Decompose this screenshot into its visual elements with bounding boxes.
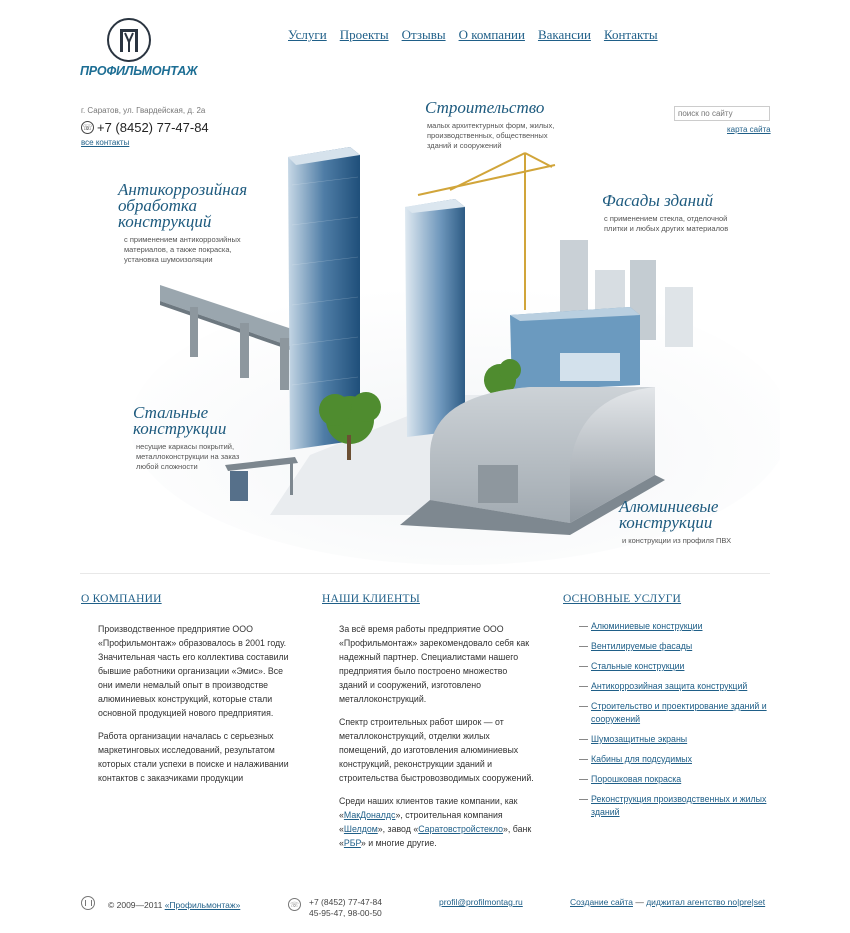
about-title-link[interactable]: О КОМПАНИИ [81,593,162,605]
service-link-aluminum[interactable]: Алюминиевые конструкции [591,621,703,631]
hero-construction[interactable] [425,100,554,151]
logo[interactable] [80,18,198,80]
nav-projects[interactable]: Проекты [339,27,389,42]
hero-construction-title: Строительство [425,98,545,117]
list-item [563,733,773,746]
client-link-saratovstroysteklo[interactable]: Саратовстройстекло [418,824,503,834]
footer-email-link[interactable]: profil@profilmontag.ru [439,897,523,907]
clients-paragraph-3: Среди наших клиентов такие компании, как «МакДоналдс», строительная компания «Шелдом», завод «Саратовстройстекло», банк «РБР» и многие другие. [339,796,532,848]
client-link-sheldom[interactable]: Шелдом [343,824,378,834]
hero-facades-desc: с применением стекла, отделочной плитки и любых других материалов [604,214,729,233]
list-item [563,793,773,819]
hero-anticorrosion[interactable] [118,182,247,265]
hero-construction-desc: малых архитектурных форм, жилых, производственных, общественных зданий и сооружений [427,121,555,150]
services-list [563,620,773,819]
hero-aluminum-title: Алюминиевые конструкции [619,497,719,532]
sitemap-link[interactable]: карта сайта [727,125,771,134]
footer-agency-link[interactable]: диджитал агентство no|pre|set [646,897,766,907]
main-nav [288,27,658,43]
footer-company-link[interactable]: «Профильмонтаж» [164,900,241,910]
all-contacts-link[interactable]: все контакты [81,138,130,147]
about-column [81,593,291,794]
footer-email [439,897,523,908]
service-link-construction[interactable]: Строительство и проектирование зданий и сооружений [591,701,767,724]
list-item [563,640,773,653]
about-paragraph-2: Работа организации началась с серьезных маркетинговых исследований, результатом которых стали успехи в поиске и налаживании контактов с заказчиками продукции [98,731,289,783]
service-link-anticorrosion[interactable]: Антикоррозийная защита конструкций [591,681,748,691]
list-item [563,753,773,766]
hero-facades-title: Фасады зданий [602,191,714,210]
city-illustration [100,95,780,565]
nav-about[interactable]: О компании [458,27,525,42]
footer-phone-icon: ☏ [288,898,301,911]
nav-reviews[interactable]: Отзывы [401,27,446,42]
hero-aluminum[interactable] [619,499,731,546]
footer-phones: +7 (8452) 77-47-84 45-95-47, 98-00-50 [309,897,383,918]
hero-aluminum-desc: и конструкции из профиля ПВХ [622,536,732,545]
service-link-powder-coating[interactable]: Порошковая покраска [591,774,682,784]
logo-mark-icon [107,18,151,62]
service-link-reconstruction[interactable]: Реконструкция производственных и жилых зданий [591,794,767,817]
services-column [563,593,773,826]
footer-credits: Создание сайта — диджитал агентство no|pre|set [570,897,766,907]
hero-steel-title: Стальные конструкции [133,403,227,438]
hero-steel-desc: несущие каркасы покрытий, металлоконструкции на заказ любой сложности [136,442,240,471]
hero-anticorrosion-desc: с применением антикоррозийных материалов, а также покраска, установка шумоизоляции [124,235,241,264]
clients-paragraph-2: Спектр строительных работ широк — от металлоконструкций, отделки жилых помещений, до изготовления алюминиевых конструкций, реконструкции зданий и строительства быстровозводимых сооружений. [339,717,534,783]
client-link-rbr[interactable]: РБР [343,838,361,848]
logo-text: ПРОФИЛЬМОНТАЖ [80,64,198,78]
service-link-steel[interactable]: Стальные конструкции [591,661,685,671]
phone-icon: ☏ [82,123,93,132]
list-item [563,700,773,726]
about-paragraph-1: Производственное предприятие ООО «Профильмонтаж» образовалось в 2001 году. Значительная часть его коллектива составили бывшие работники организации «Эмис». Все они имели немалый опыт в производстве алюминиевых конструкций, которые стали основной продукцией нового предприятия. [98,624,289,718]
hero-facades[interactable] [602,193,728,234]
nav-services[interactable]: Услуги [288,27,327,42]
list-item [563,773,773,786]
footer-created-link[interactable]: Создание сайта [570,897,633,907]
client-link-mcdonalds[interactable]: МакДоналдс [343,810,396,820]
list-item [563,680,773,693]
section-divider [80,573,770,574]
hero-steel[interactable] [133,405,239,472]
about-text [81,622,291,785]
list-item [563,620,773,633]
service-link-defendant-cabins[interactable]: Кабины для подсудимых [591,754,692,764]
clients-title-link[interactable]: НАШИ КЛИЕНТЫ [322,593,420,605]
services-title-link[interactable]: ОСНОВНЫЕ УСЛУГИ [563,593,682,605]
list-item [563,660,773,673]
service-link-facades[interactable]: Вентилируемые фасады [591,641,693,651]
hero-anticorrosion-title: Антикоррозийная обработка конструкций [118,180,248,231]
footer-copyright: © 2009—2011 «Профильмонтаж» [108,900,241,910]
service-link-noise-screens[interactable]: Шумозащитные экраны [591,734,688,744]
nav-vacancies[interactable]: Вакансии [537,27,591,42]
phone-number: +7 (8452) 77-47-84 [97,120,209,135]
address: г. Саратов, ул. Гвардейская, д. 2а [81,106,206,115]
clients-text [322,622,537,850]
nav-contacts[interactable]: Контакты [603,27,658,42]
clients-column [322,593,537,859]
footer-logo-icon [81,896,95,910]
clients-paragraph-1: За всё время работы предприятие ООО «Профильмонтаж» зарекомендовало себя как надежный партнер. Специалистами нашего предприятия было построено множество зданий и сооружений, изготовлено металлоконструкций. [339,624,530,704]
hero-illustration [100,95,780,565]
